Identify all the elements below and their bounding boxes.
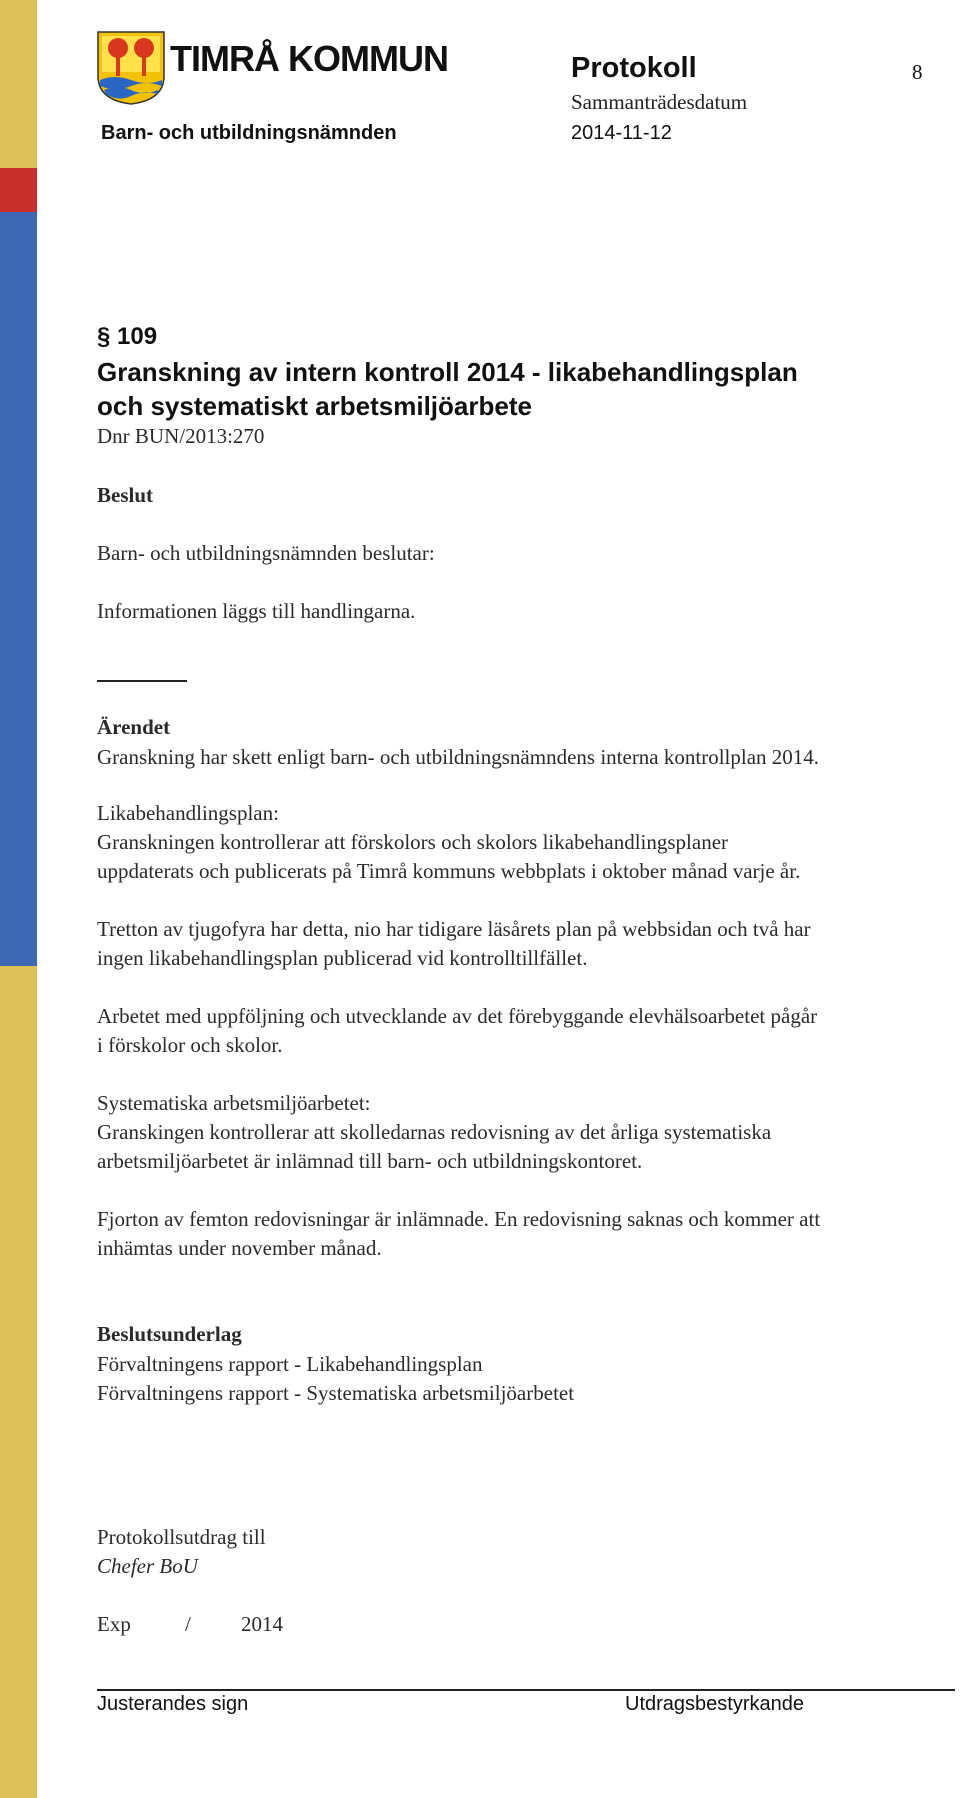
footer-sign-label: Justerandes sign (97, 1693, 249, 1715)
side-stripe-blue (0, 212, 37, 966)
paragraph-line: Arbetet med uppföljning och utvecklande av det förebyggande elevhälsoarbetet pågår (97, 1004, 818, 1028)
paragraph-line: inhämtas under november månad. (97, 1236, 382, 1260)
basis-item: Förvaltningens rapport - Likabehandlingsplan (97, 1352, 483, 1376)
paragraph-line: i förskolor och skolor. (97, 1033, 283, 1057)
decision-text: Informationen läggs till handlingarna. (97, 599, 416, 623)
side-stripe-red (0, 168, 37, 212)
paragraph-line: Granskingen kontrollerar att skolledarnas redovisning av det årliga systematiska (97, 1120, 772, 1144)
section-title (97, 355, 947, 423)
work-environment-label: Systematiska arbetsmiljöarbetet: (97, 1091, 371, 1115)
paragraph-line: uppdaterats och publicerats på Timrå kommuns webbplats i oktober månad varje år. (97, 859, 801, 883)
section-number: § 109 (97, 323, 158, 350)
equality-plan-label: Likabehandlingsplan: (97, 801, 279, 825)
paragraph-line: Tretton av tjugofyra har detta, nio har tidigare läsårets plan på webbsidan och två har (97, 917, 811, 941)
footer-certify-label: Utdragsbestyrkande (625, 1693, 804, 1715)
paragraph-line: Granskningen kontrollerar att förskolors och skolors likabehandlingsplaner (97, 830, 729, 854)
decision-intro: Barn- och utbildningsnämnden beslutar: (97, 541, 435, 565)
paragraph-line: ingen likabehandlingsplan publicerad vid kontrolltillfället. (97, 946, 588, 970)
section-title-line: och systematiskt arbetsmiljöarbete (97, 391, 532, 421)
document-type: Protokoll (571, 52, 697, 84)
basis-item: Förvaltningens rapport - Systematiska arbetsmiljöarbetet (97, 1381, 575, 1405)
extract-label: Protokollsutdrag till (97, 1525, 266, 1549)
case-number: Dnr BUN/2013:270 (97, 424, 265, 448)
section-title-line: Granskning av intern kontroll 2014 - likabehandlingsplan (97, 357, 798, 387)
dispatch-slash: / (185, 1612, 191, 1636)
extract-recipient: Chefer BoU (97, 1554, 198, 1578)
paragraph-line: arbetsmiljöarbetet är inlämnad till barn- och utbildningskontoret. (97, 1149, 643, 1173)
dispatch-label: Exp (97, 1612, 131, 1636)
decision-heading: Beslut (97, 483, 154, 507)
footer-rule (97, 1689, 955, 1691)
side-stripe-yellow-top (0, 0, 37, 168)
matter-heading: Ärendet (97, 715, 171, 739)
committee-name: Barn- och utbildningsnämnden (101, 122, 397, 144)
page-number: 8 (912, 60, 923, 84)
meeting-date-label: Sammanträdesdatum (571, 90, 748, 114)
meeting-date: 2014-11-12 (571, 122, 672, 144)
paragraph-line: Fjorton av femton redovisningar är inlämnade. En redovisning saknas och kommer att (97, 1207, 821, 1231)
dispatch-line (97, 1610, 957, 1639)
brand-wordmark: TIMRÅ KOMMUN (170, 38, 448, 79)
section-divider (97, 680, 187, 682)
dispatch-year: 2014 (241, 1612, 283, 1636)
basis-heading: Beslutsunderlag (97, 1322, 242, 1346)
side-stripe-yellow-bottom (0, 966, 37, 1798)
municipality-crest-logo (96, 30, 166, 106)
matter-intro: Granskning har skett enligt barn- och utbildningsnämndens interna kontrollplan 2014. (97, 745, 820, 769)
